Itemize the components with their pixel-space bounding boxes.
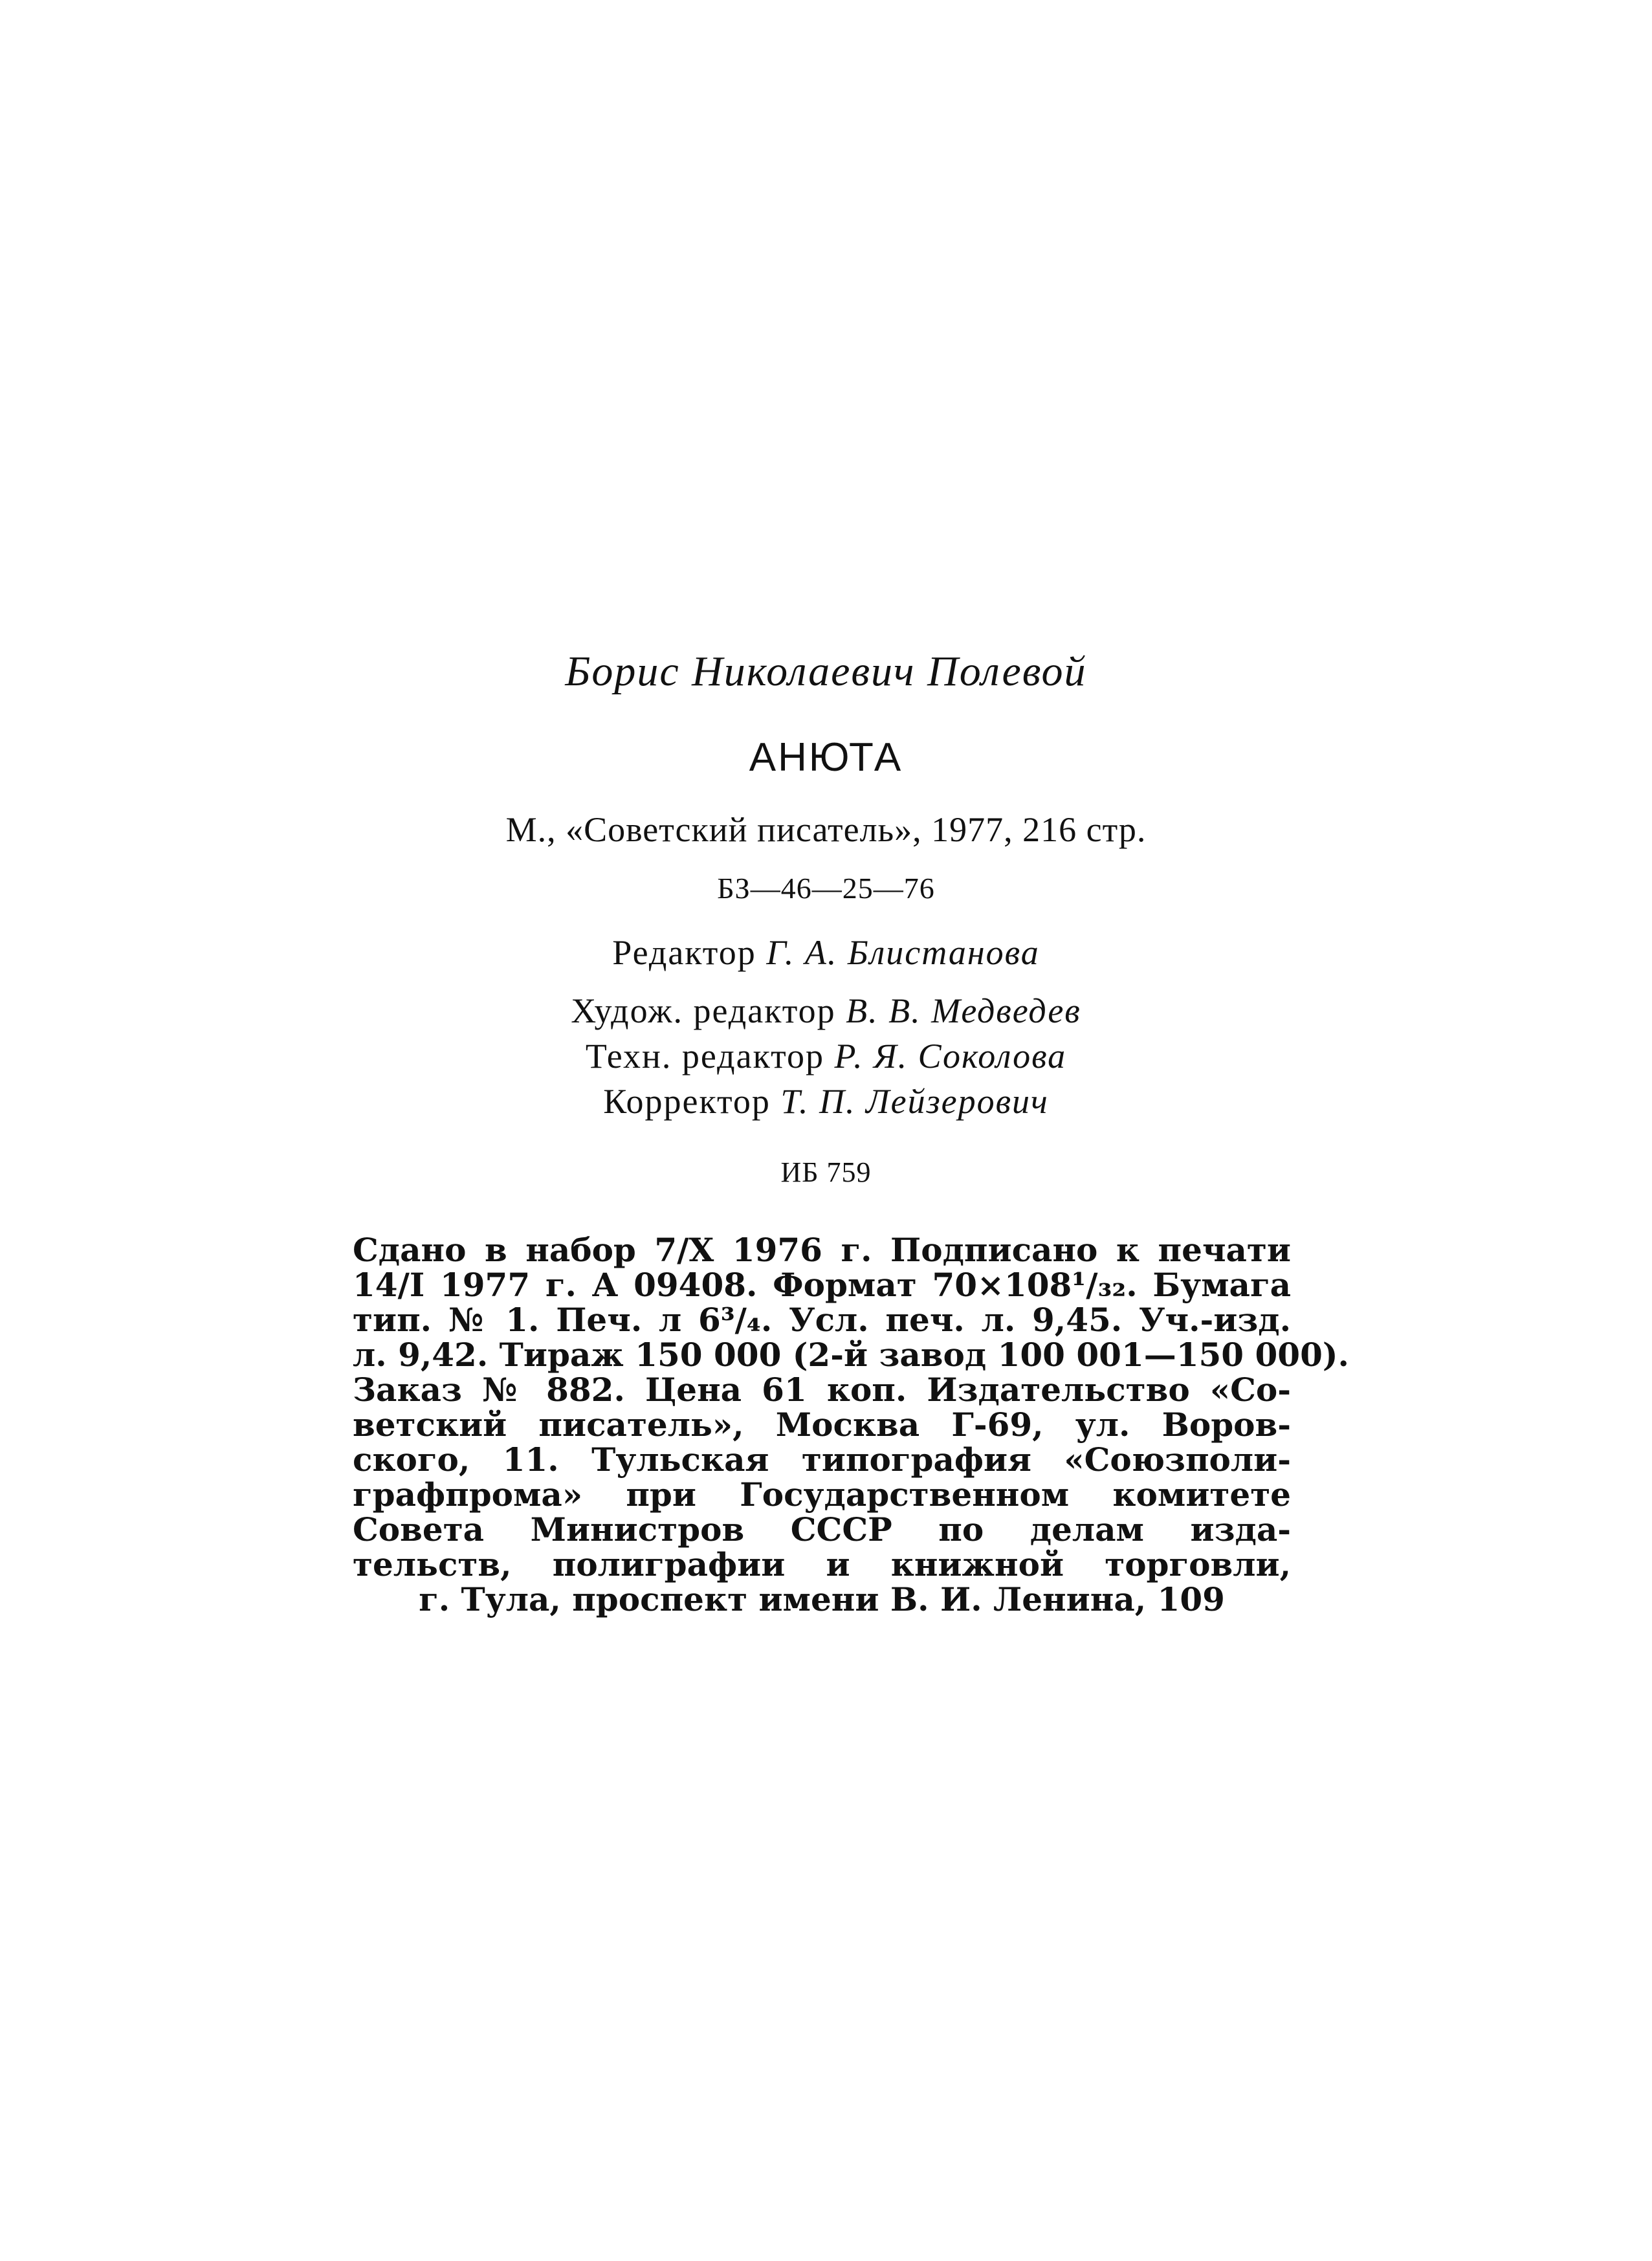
staff-person: Г. А. Блистанова (766, 933, 1040, 972)
staff-role: Техн. редактор (585, 1037, 825, 1075)
staff-role: Худож. редактор (571, 991, 836, 1030)
colophon-line: тип. № 1. Печ. л 6³/₄. Усл. печ. л. 9,45. Уч.-изд. (353, 1301, 1291, 1339)
staff-tech-editor (0, 1039, 1652, 1074)
publisher-imprint: М., «Советский писатель», 1977, 216 стр. (505, 810, 1147, 849)
colophon-line: л. 9,42. Тираж 150 000 (2-й завод 100 001—150 000). (353, 1336, 1349, 1374)
staff-person: Т. П. Лейзерович (780, 1082, 1049, 1121)
colophon-line: Сдано в набор 7/X 1976 г. Подписано к печати (353, 1231, 1291, 1269)
book-title: АНЮТА (749, 735, 903, 780)
catalog-code: БЗ—46—25—76 (717, 872, 935, 905)
colophon-line: Заказ № 882. Цена 61 коп. Издательство «Со- (353, 1371, 1291, 1409)
colophon-line: графпрома» при Государственном комитете (353, 1475, 1291, 1514)
colophon-line: 14/I 1977 г. А 09408. Формат 70×108¹/₃₂. Бумага (353, 1266, 1291, 1304)
staff-proofreader (0, 1084, 1652, 1119)
staff-person: В. В. Медведев (846, 991, 1081, 1030)
colophon-line: г. Тула, проспект имени В. И. Ленина, 109 (419, 1580, 1225, 1618)
staff-person: Р. Я. Соколова (834, 1037, 1067, 1075)
author-name: Борис Николаевич Полевой (565, 648, 1087, 695)
staff-art-editor (0, 993, 1652, 1028)
colophon-line: ского, 11. Тульская типография «Союзполи- (353, 1440, 1291, 1479)
staff-role: Корректор (603, 1082, 771, 1121)
colophon-line: ветский писатель», Москва Г-69, ул. Воров- (353, 1406, 1291, 1444)
staff-editor (0, 935, 1652, 970)
colophon-line: Совета Министров СССР по делам изда- (353, 1510, 1291, 1549)
colophon-line: тельств, полиграфии и книжной торговли, (353, 1545, 1291, 1583)
staff-role: Редактор (612, 933, 756, 972)
ib-number: ИБ 759 (780, 1156, 872, 1188)
printing-details (353, 1231, 1349, 1618)
